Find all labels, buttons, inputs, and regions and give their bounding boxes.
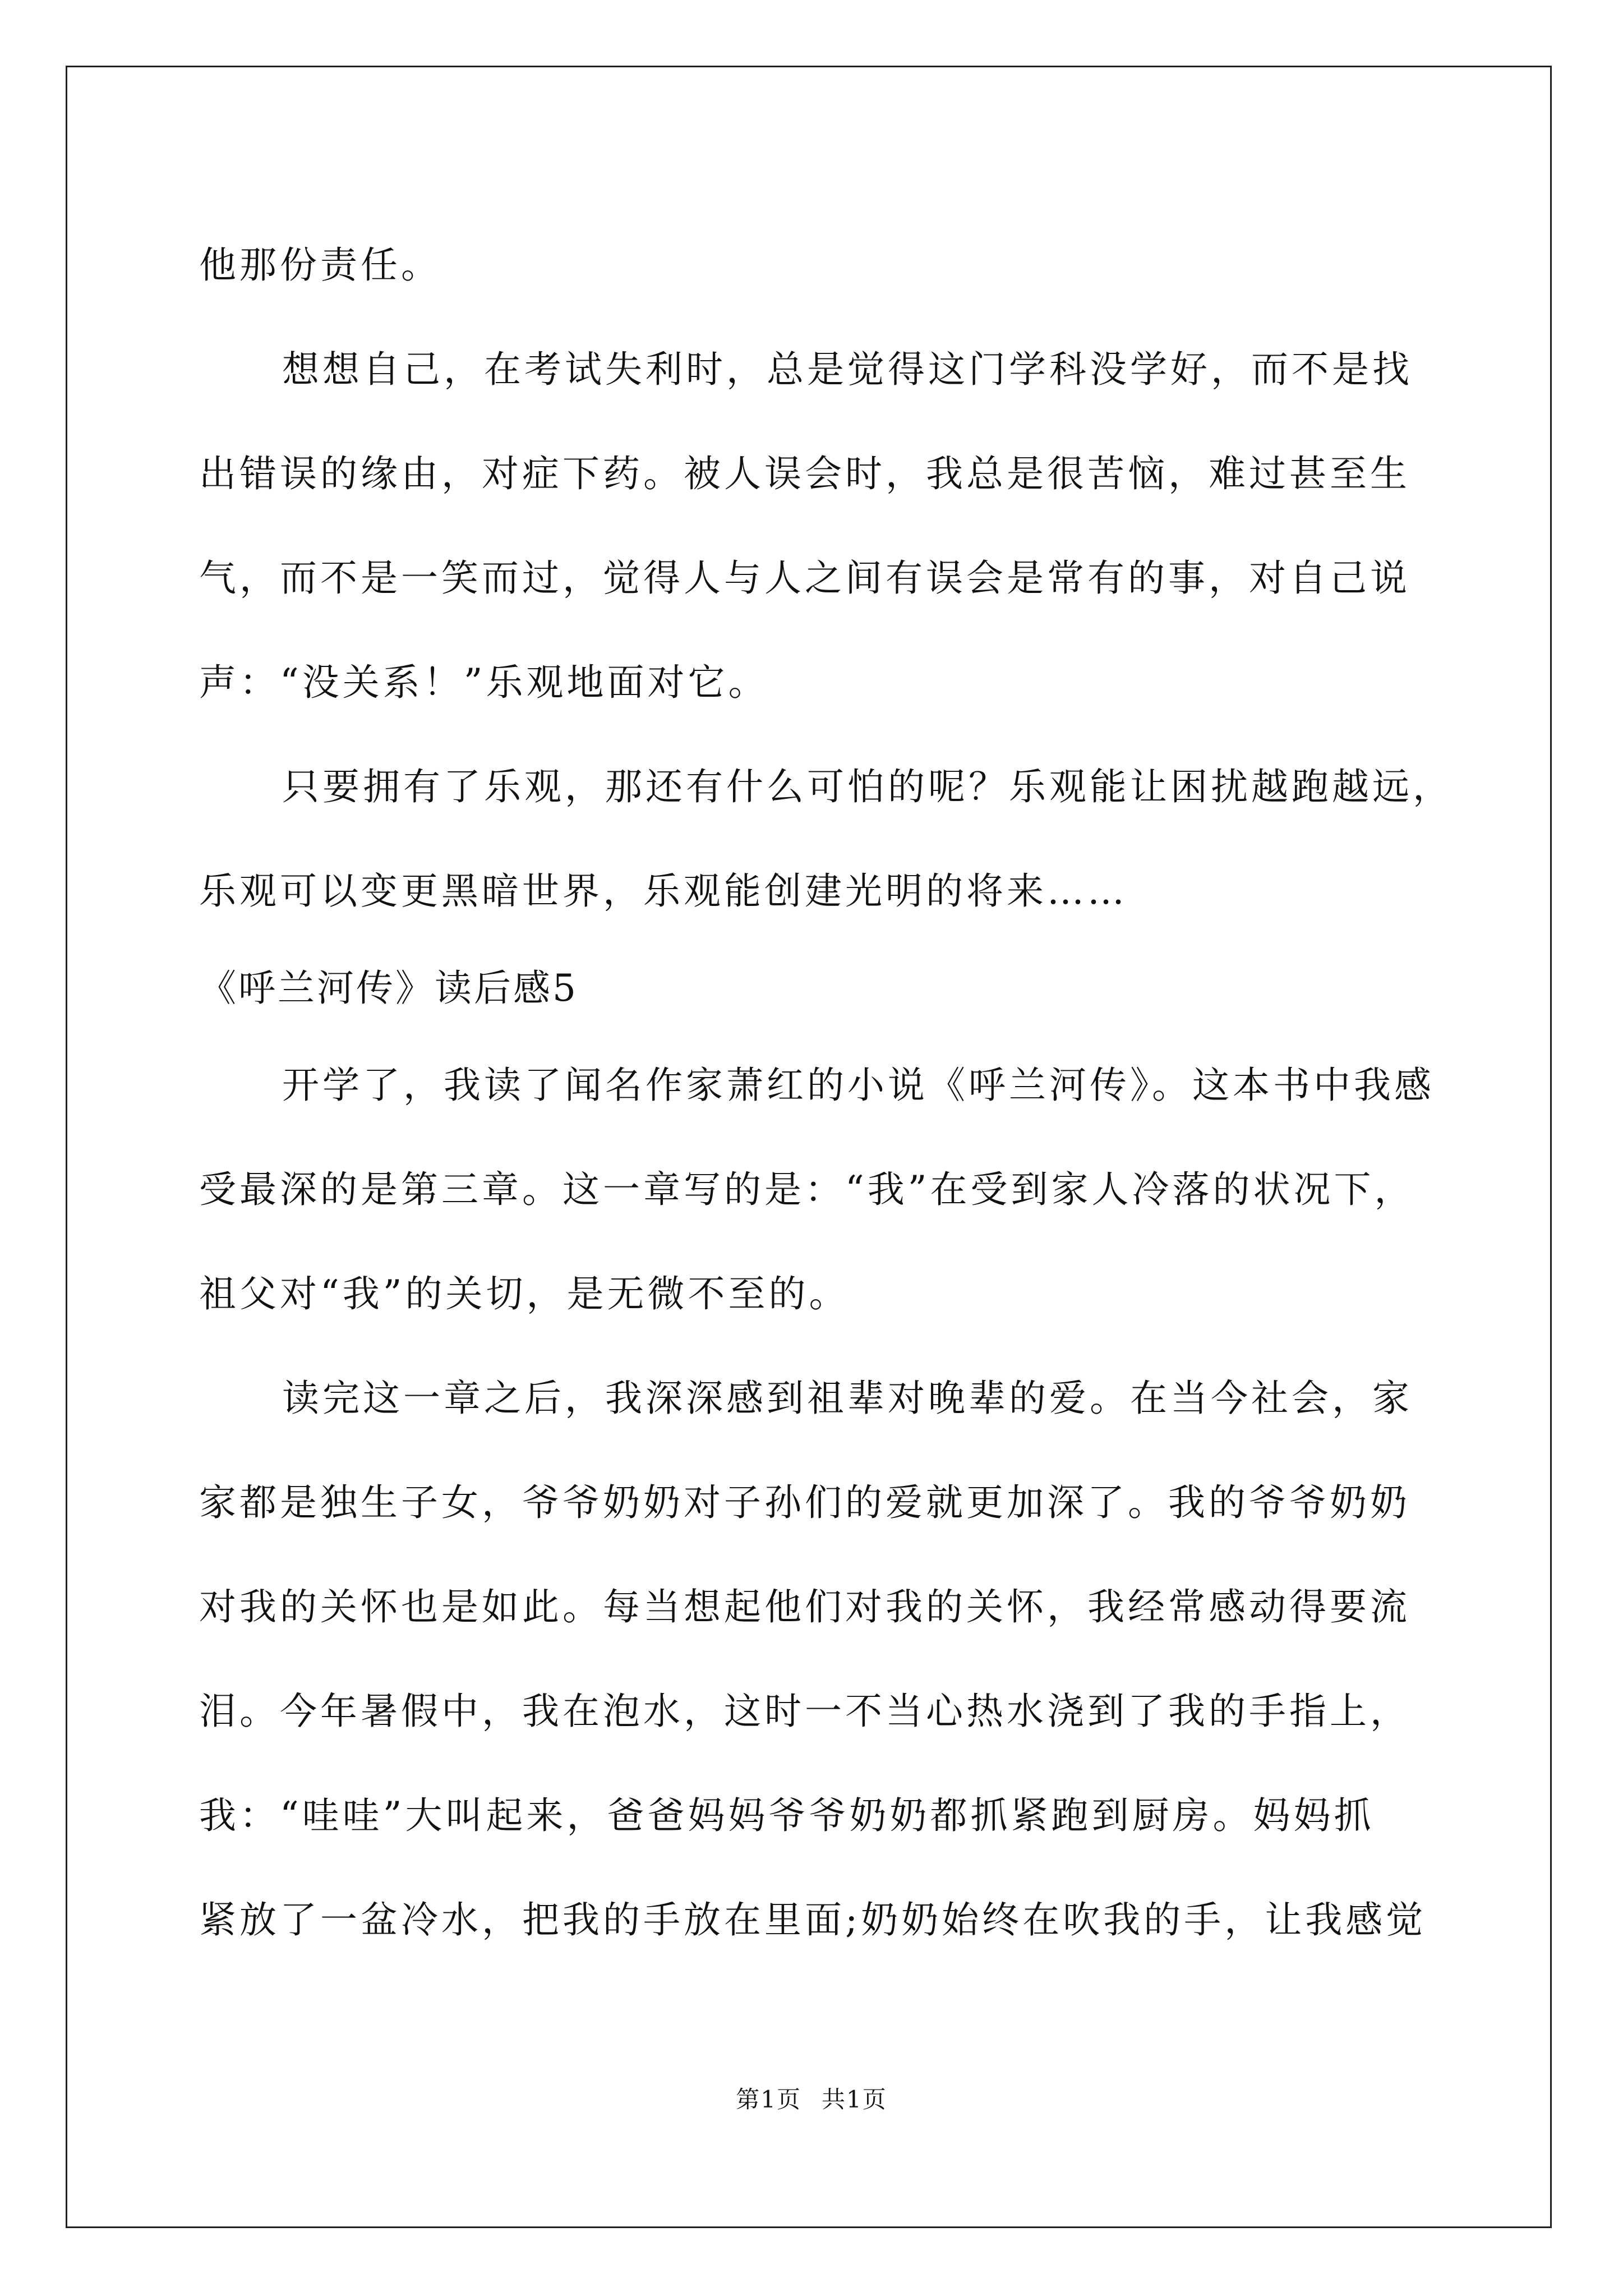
paragraph-line: 气，而不是一笑而过，觉得人与人之间有误会是常有的事，对自己说: [199, 556, 1410, 600]
paragraph-line: 对我的关怀也是如此。每当想起他们对我的关怀，我经常感动得要流: [199, 1585, 1410, 1628]
paragraph-line: 开学了，我读了闻名作家萧红的小说《呼兰河传》。这本书中我感: [282, 1064, 1435, 1107]
paragraph-line: 祖父对“我”的关切，是无微不至的。: [199, 1272, 850, 1315]
paragraph-line: 我：“哇哇”大叫起来，爸爸妈妈爷爷奶奶都抓紧跑到厨房。妈妈抓: [199, 1794, 1375, 1837]
section-title: 《呼兰河传》读后感5: [199, 967, 578, 1010]
page-footer: [0, 2081, 1623, 2115]
document-body: [199, 213, 1453, 1972]
paragraph-line: 紧放了一盆冷水，把我的手放在里面;奶奶始终在吹我的手，让我感觉: [199, 1898, 1427, 1941]
paragraph-line: 受最深的是第三章。这一章写的是：“我”在受到家人冷落的状况下，: [199, 1168, 1415, 1211]
paragraph-line: 想想自己，在考试失利时，总是觉得这门学科没学好，而不是找: [282, 348, 1413, 391]
page-number: 第1页: [736, 2086, 801, 2113]
paragraph-line: 只要拥有了乐观，那还有什么可怕的呢？乐观能让困扰越跑越远，: [282, 765, 1453, 808]
paragraph-line: 家都是独生子女，爷爷奶奶对子孙们的爱就更加深了。我的爷爷奶奶: [199, 1481, 1410, 1524]
page-total: 共1页: [822, 2086, 887, 2113]
paragraph-line: 读完这一章之后，我深深感到祖辈对晚辈的爱。在当今社会，家: [282, 1377, 1413, 1420]
paragraph-line: 声：“没关系！”乐观地面对它。: [199, 661, 769, 704]
paragraph-line: 他那份责任。: [199, 243, 441, 287]
paragraph-line: 乐观可以变更黑暗世界，乐观能创建光明的将来……: [199, 869, 1128, 913]
paragraph-line: 出错误的缘由，对症下药。被人误会时，我总是很苦恼，难过甚至生: [199, 452, 1410, 495]
paragraph-line: 泪。今年暑假中，我在泡水，这时一不当心热水浇到了我的手指上，: [199, 1690, 1410, 1733]
